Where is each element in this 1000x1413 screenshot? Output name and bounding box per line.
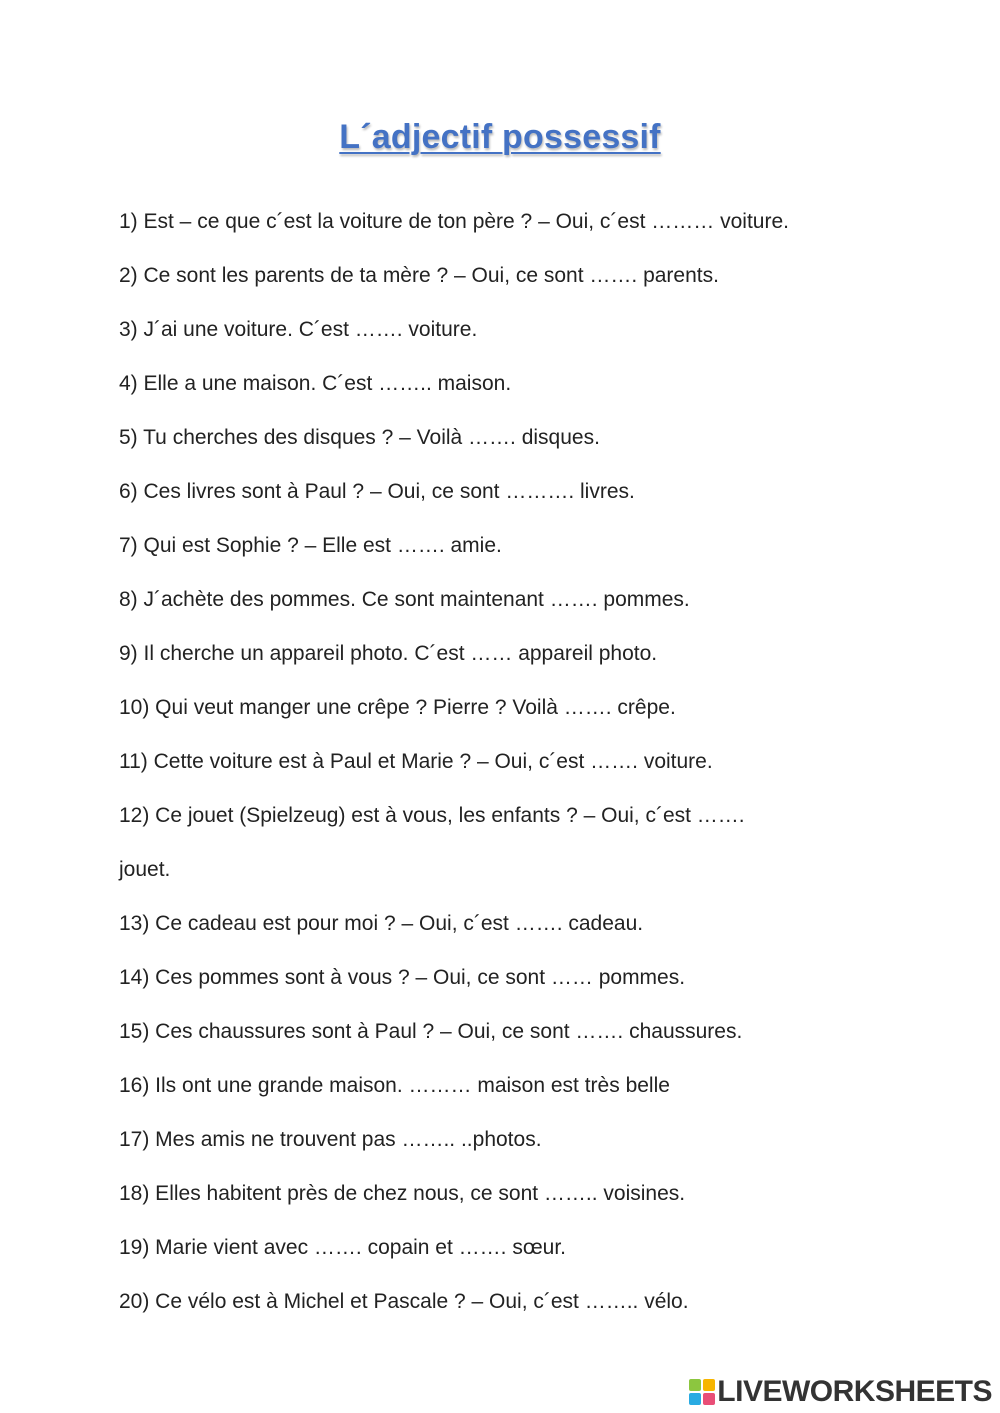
page-title: L´adjectif possessif xyxy=(339,118,661,156)
question-8: 8) J´achète des pommes. Ce sont maintenant ……. pommes. xyxy=(119,588,690,611)
question-5: 5) Tu cherches des disques ? – Voilà ……. disques. xyxy=(119,426,600,449)
question-19: 19) Marie vient avec ……. copain et ……. sœur. xyxy=(119,1236,566,1259)
question-3: 3) J´ai une voiture. C´est ……. voiture. xyxy=(119,318,478,341)
question-12-continuation: jouet. xyxy=(119,858,171,881)
question-7: 7) Qui est Sophie ? – Elle est ……. amie. xyxy=(119,534,502,557)
footer-branding xyxy=(689,1377,992,1407)
logo-square-pink xyxy=(703,1393,715,1405)
question-12: 12) Ce jouet (Spielzeug) est à vous, les enfants ? – Oui, c´est ……. xyxy=(119,804,745,827)
question-15: 15) Ces chaussures sont à Paul ? – Oui, ce sont ……. chaussures. xyxy=(119,1020,743,1043)
question-2: 2) Ce sont les parents de ta mère ? – Oui, ce sont ……. parents. xyxy=(119,264,719,287)
liveworksheets-logo-icon xyxy=(689,1379,715,1405)
question-11: 11) Cette voiture est à Paul et Marie ? – Oui, c´est ……. voiture. xyxy=(119,750,713,773)
logo-square-yellow xyxy=(703,1379,715,1391)
brand-name: LIVEWORKSHEETS xyxy=(717,1375,992,1408)
question-1: 1) Est – ce que c´est la voiture de ton père ? – Oui, c´est ……… voiture. xyxy=(119,210,789,233)
question-18: 18) Elles habitent près de chez nous, ce sont …….. voisines. xyxy=(119,1182,686,1205)
question-4: 4) Elle a une maison. C´est …….. maison. xyxy=(119,372,512,395)
question-6: 6) Ces livres sont à Paul ? – Oui, ce sont ………. livres. xyxy=(119,480,635,503)
logo-square-blue xyxy=(689,1393,701,1405)
question-20: 20) Ce vélo est à Michel et Pascale ? – Oui, c´est …….. vélo. xyxy=(119,1290,689,1313)
question-9: 9) Il cherche un appareil photo. C´est …… appareil photo. xyxy=(119,642,658,665)
question-10: 10) Qui veut manger une crêpe ? Pierre ? Voilà ……. crêpe. xyxy=(119,696,676,719)
question-17: 17) Mes amis ne trouvent pas …….. ..photos. xyxy=(119,1128,542,1151)
question-16: 16) Ils ont une grande maison. ……… maison est très belle xyxy=(119,1074,670,1097)
logo-square-green xyxy=(689,1379,701,1391)
question-14: 14) Ces pommes sont à vous ? – Oui, ce sont …… pommes. xyxy=(119,966,686,989)
question-13: 13) Ce cadeau est pour moi ? – Oui, c´est ……. cadeau. xyxy=(119,912,644,935)
question-list xyxy=(119,204,919,1338)
